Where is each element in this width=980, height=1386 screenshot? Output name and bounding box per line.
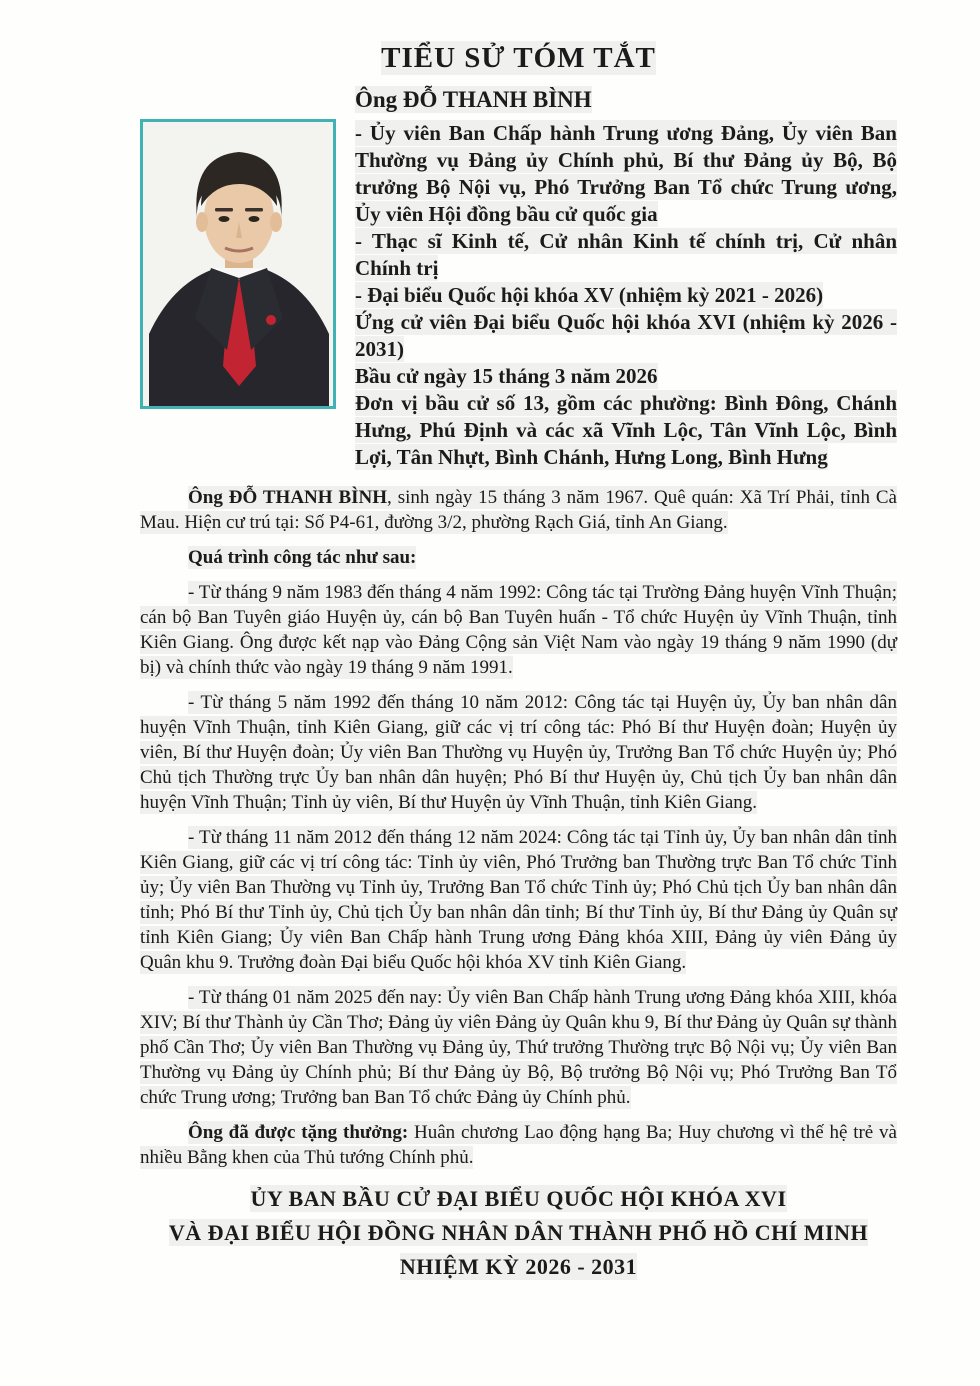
header-section <box>140 85 897 471</box>
footer-line: NHIỆM KỲ 2026 - 2031 <box>399 1254 638 1279</box>
profile-line: Đơn vị bầu cử số 13, gồm các phường: Bình Đông, Chánh Hưng, Phú Định và các xã Vĩnh Lộc, Tân Vĩnh Lộc, Bình Lợi, Tân Nhựt, Bình Chánh, Hưng Long, Bình Hưng <box>355 391 897 469</box>
career-paragraph: - Từ tháng 9 năm 1983 đến tháng 4 năm 1992: Công tác tại Trường Đảng huyện Vĩnh Thuận; cán bộ Ban Tuyên giáo Huyện ủy, cán bộ Ban Tuyên huấn - Tổ chức Huyện ủy Vĩnh Thuận, tỉnh Kiên Giang. Ông được kết nạp vào Đảng Cộng sản Việt Nam vào ngày 19 tháng 9 năm 1990 (dự bị) và chính thức vào ngày 19 tháng 9 năm 1991. <box>140 582 897 678</box>
page-title <box>140 42 897 75</box>
career-paragraph: - Từ tháng 01 năm 2025 đến nay: Ủy viên Ban Chấp hành Trung ương Đảng khóa XIII, khóa XIV; Bí thư Thành ủy Cần Thơ; Đảng ủy viên Đảng ủy Quân khu 9, Bí thư Đảng ủy Quân sự thành phố Cần Thơ; Ủy viên Ban Thường vụ Đảng ủy, Thứ trưởng Thường trực Bộ Nội vụ; Ủy viên Ban Thường vụ Đảng ủy Chính phủ; Bí thư Đảng ủy Bộ, Bộ trưởng Bộ Nội vụ; Phó Trưởng Ban Tổ chức Trung ương; Trưởng ban Ban Tổ chức Đảng ủy Chính phủ. <box>140 987 897 1108</box>
profile-line: - Đại biểu Quốc hội khóa XV (nhiệm kỳ 2021 - 2026) <box>355 283 824 307</box>
profile-line: - Ủy viên Ban Chấp hành Trung ương Đảng, Ủy viên Ban Thường vụ Đảng ủy Chính phủ, Bí thư Đảng ủy Bộ, Bộ trưởng Bộ Nội vụ, Phó Trưởng Ban Tổ chức Trung ương, Ủy viên Hội đồng bầu cử quốc gia <box>355 121 897 226</box>
footer-committee <box>140 1182 897 1284</box>
candidate-name <box>355 85 897 115</box>
footer-line: VÀ ĐẠI BIỂU HỘI ĐỒNG NHÂN DÂN THÀNH PHỐ HỒ CHÍ MINH <box>168 1220 869 1245</box>
career-paragraph: - Từ tháng 5 năm 1992 đến tháng 10 năm 2012: Công tác tại Huyện ủy, Ủy ban nhân dân huyện Vĩnh Thuận, tỉnh Kiên Giang, giữ các vị trí công tác: Phó Bí thư Huyện đoàn; Huyện ủy viên, Bí thư Huyện đoàn; Ủy viên Ban Thường vụ Huyện ủy, Trưởng Ban Tổ chức Huyện ủy; Phó Chủ tịch Thường trực Ủy ban nhân dân huyện; Phó Bí thư Huyện ủy, Chủ tịch Ủy ban nhân dân huyện Vĩnh Thuận; Tỉnh ủy viên, Bí thư Huyện ủy Vĩnh Thuận, tỉnh Kiên Giang. <box>140 692 897 813</box>
page-title-text: TIỂU SỬ TÓM TẮT <box>381 42 656 74</box>
career-heading: Quá trình công tác như sau: <box>188 547 417 568</box>
portrait-illustration <box>143 122 333 406</box>
portrait-photo <box>140 119 336 409</box>
candidate-name-text: Ông ĐỖ THANH BÌNH <box>355 87 592 112</box>
photo-column <box>140 85 355 471</box>
bio-intro-paragraph: Ông ĐỖ THANH BÌNH, sinh ngày 15 tháng 3 năm 1967. Quê quán: Xã Trí Phải, tỉnh Cà Mau. Hiện cư trú tại: Số P4-61, đường 3/2, phường Rạch Giá, tỉnh An Giang. <box>140 487 897 533</box>
profile-line: - Thạc sĩ Kinh tế, Cử nhân Kinh tế chính trị, Cử nhân Chính trị <box>355 229 897 280</box>
career-paragraph: - Từ tháng 11 năm 2012 đến tháng 12 năm 2024: Công tác tại Tỉnh ủy, Ủy ban nhân dân tỉnh Kiên Giang, giữ các vị trí công tác: Tỉnh ủy viên, Phó Trưởng ban Thường trực Ban Tổ chức Tỉnh ủy; Ủy viên Ban Thường vụ Tỉnh ủy, Trưởng Ban Tổ chức Tỉnh ủy; Phó Chủ tịch Ủy ban nhân dân tỉnh; Phó Bí thư Tỉnh ủy, Chủ tịch Ủy ban nhân dân tỉnh; Bí thư Tỉnh ủy, Bí thư Đảng ủy Quân sự tỉnh Kiên Giang; Ủy viên Ban Chấp hành Trung ương Đảng khóa XIII, Đảng ủy viên Đảng ủy Quân khu 9. Trưởng đoàn Đại biểu Quốc hội khóa XV tỉnh Kiên Giang. <box>140 827 897 973</box>
profile-line: Ứng cử viên Đại biểu Quốc hội khóa XVI (nhiệm kỳ 2026 - 2031) <box>355 310 897 361</box>
biography-section <box>140 485 897 1170</box>
awards-label: Ông đã được tặng thưởng: <box>188 1122 409 1143</box>
lapel-pin <box>266 315 276 325</box>
footer-line: ỦY BAN BẦU CỬ ĐẠI BIỂU QUỐC HỘI KHÓA XVI <box>250 1186 787 1211</box>
header-text-column <box>355 85 897 471</box>
profile-line: Bầu cử ngày 15 tháng 3 năm 2026 <box>355 364 658 388</box>
bio-intro-name: Ông ĐỖ THANH BÌNH <box>188 487 388 508</box>
awards-paragraph: Ông đã được tặng thưởng: Huân chương Lao động hạng Ba; Huy chương vì thế hệ trẻ và nhiều Bằng khen của Thủ tướng Chính phủ. <box>140 1122 897 1168</box>
